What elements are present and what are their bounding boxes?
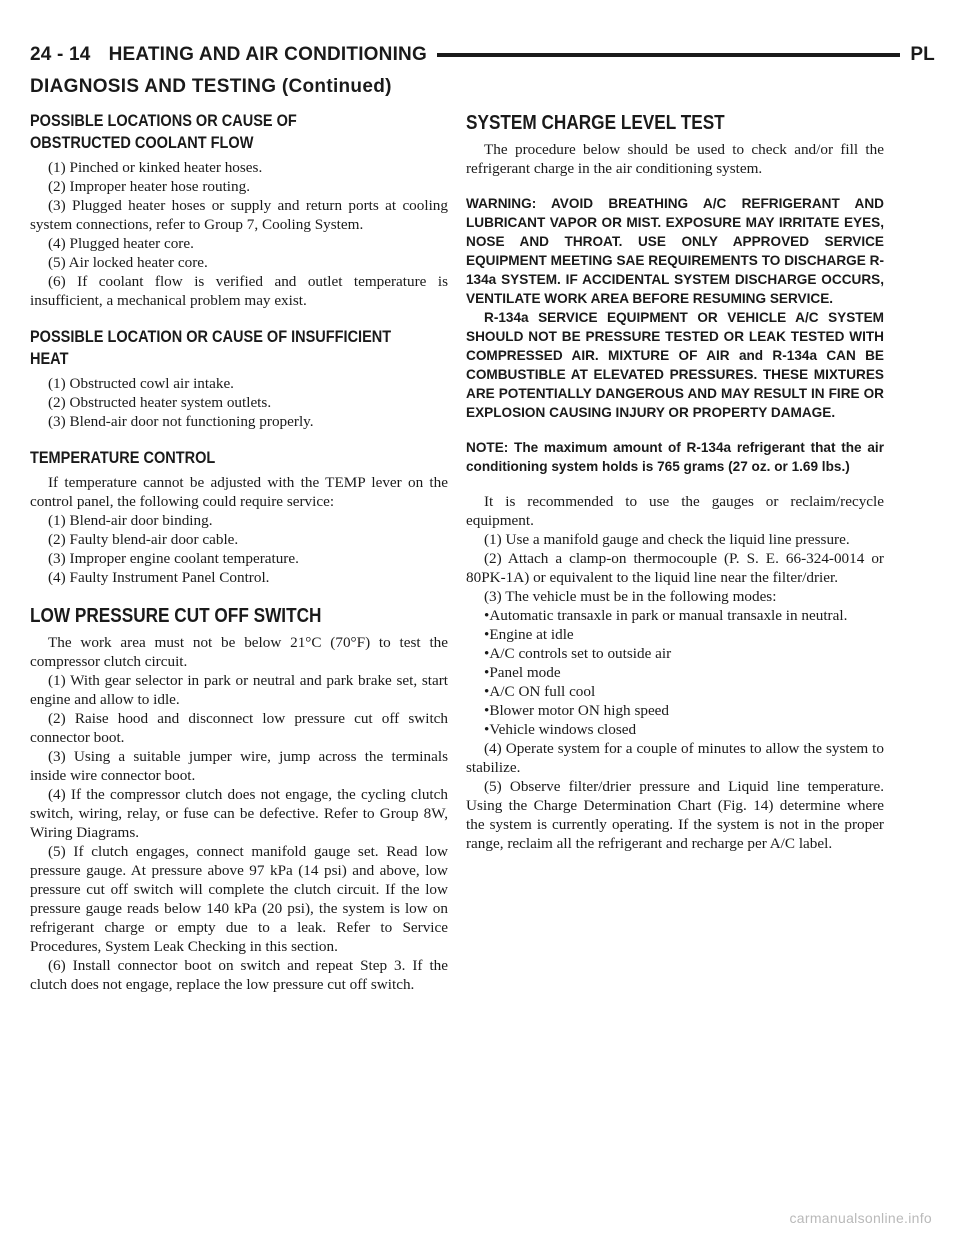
s1-title-line2: OBSTRUCTED COOLANT FLOW — [30, 134, 254, 152]
bullet-icon: • — [484, 607, 490, 624]
recommend-para: It is recommended to use the gauges or reclaim/recycle equipment. — [466, 493, 884, 529]
s3-intro: If temperature cannot be adjusted with the TEMP lever on the control panel, the following could require service: — [30, 474, 448, 510]
s1-item: (2) Improper heater hose routing. — [48, 178, 251, 195]
s1-item: (5) Air locked heater core. — [48, 254, 208, 271]
s3-item: (1) Blend-air door binding. — [48, 512, 213, 529]
bullet-icon: • — [484, 721, 490, 738]
s3-item: (3) Improper engine coolant temperature. — [48, 550, 299, 567]
bullet-item: •Automatic transaxle in park or manual transaxle in neutral. — [484, 607, 848, 624]
step-2: (2) Attach a clamp-on thermocouple (P. S. E. 66-324-0014 or 80PK-1A) or equivalent to the liquid line near the filter/drier. — [466, 550, 884, 586]
s4-para: (4) If the compressor clutch does not engage, the cycling clutch switch, wiring, relay, or fuse can be defective. Refer to Group 8W, Wiring Diagrams. — [30, 786, 448, 841]
page-header — [30, 42, 935, 68]
s4-para: (1) With gear selector in park or neutral and park brake set, start engine and allow to idle. — [30, 672, 448, 708]
bullet-icon: • — [484, 645, 490, 662]
bullet-item: •A/C controls set to outside air — [484, 645, 672, 662]
s3-item: (4) Faulty Instrument Panel Control. — [48, 569, 270, 586]
header-code: PL — [910, 44, 935, 65]
s1-item: (4) Plugged heater core. — [48, 235, 194, 252]
s2-title — [30, 326, 449, 370]
s4-title: LOW PRESSURE CUT OFF SWITCH — [30, 605, 322, 627]
s2-title-line2: HEAT — [30, 350, 69, 368]
s1-item: (1) Pinched or kinked heater hoses. — [48, 159, 263, 176]
bullet-item: •Engine at idle — [484, 626, 574, 643]
s4-para: (3) Using a suitable jumper wire, jump across the terminals inside wire connector boot. — [30, 748, 448, 784]
bullet-icon: • — [484, 702, 490, 719]
s2-title-line1: POSSIBLE LOCATION OR CAUSE OF INSUFFICIENT — [30, 328, 392, 346]
step-3: (3) The vehicle must be in the following modes: — [484, 588, 777, 605]
bullet-item: •Vehicle windows closed — [484, 721, 637, 738]
s2-item: (2) Obstructed heater system outlets. — [48, 394, 272, 411]
header-rule — [437, 53, 900, 57]
s1-title — [30, 110, 449, 154]
charge-test-title: SYSTEM CHARGE LEVEL TEST — [466, 112, 725, 134]
bullet-item: •A/C ON full cool — [484, 683, 596, 700]
s3-title: TEMPERATURE CONTROL — [30, 449, 216, 467]
warning-block: WARNING: AVOID BREATHING A/C REFRIGERANT AND LUBRICANT VAPOR OR MIST. EXPOSURE MAY IRRITATE EYES, NOSE AND THROAT. USE ONLY APPROVED SERVICE EQUIPMENT MEETING SAE REQUIREMENTS TO DISCHARGE R-134a SYSTEM. IF ACCIDENTAL SYSTEM DISCHARGE OCCURS, VENTILATE WORK AREA BEFORE RESUMING SERVICE. — [466, 196, 884, 306]
step-1: (1) Use a manifold gauge and check the liquid line pressure. — [484, 531, 850, 548]
s4-para: The work area must not be below 21°C (70°F) to test the compressor clutch circuit. — [30, 634, 448, 670]
s1-title-line1: POSSIBLE LOCATIONS OR CAUSE OF — [30, 112, 297, 130]
bullet-item: •Blower motor ON high speed — [484, 702, 670, 719]
left-column — [30, 110, 448, 994]
s2-item: (1) Obstructed cowl air intake. — [48, 375, 234, 392]
step-5: (5) Observe filter/drier pressure and Liquid line temperature. Using the Charge Determination Chart (Fig. 14) determine where the system is currently operating. If the system is not in the proper range, reclaim all the refrigerant and recharge per A/C label. — [466, 778, 884, 852]
s3-item: (2) Faulty blend-air door cable. — [48, 531, 239, 548]
section-continued-title: DIAGNOSIS AND TESTING (Continued) — [30, 76, 392, 97]
charge-test-intro: The procedure below should be used to check and/or fill the refrigerant charge in the air conditioning system. — [466, 141, 884, 177]
header-title: HEATING AND AIR CONDITIONING — [108, 44, 427, 65]
s4-para: (5) If clutch engages, connect manifold gauge set. Read low pressure gauge. At pressure above 97 kPa (14 psi) and above, low pressure cut off switch will complete the clutch circuit. If the low pressure gauge reads below 140 kPa (20 psi), the system is low on refrigerant charge or empty due to a leak. Refer to Service Procedures, System Leak Checking in this section. — [30, 843, 448, 955]
bullet-item: •Panel mode — [484, 664, 561, 681]
note-block: NOTE: The maximum amount of R-134a refrigerant that the air conditioning system holds is 765 grams (27 oz. or 1.69 lbs.) — [466, 440, 884, 474]
s4-para: (6) Install connector boot on switch and repeat Step 3. If the clutch does not engage, replace the low pressure cut off switch. — [30, 957, 448, 993]
s4-para: (2) Raise hood and disconnect low pressure cut off switch connector boot. — [30, 710, 448, 746]
bullet-icon: • — [484, 626, 490, 643]
s1-item: (6) If coolant flow is verified and outlet temperature is insufficient, a mechanical problem may exist. — [30, 273, 448, 309]
bullet-icon: • — [484, 683, 490, 700]
step-4: (4) Operate system for a couple of minutes to allow the system to stabilize. — [466, 740, 884, 776]
watermark-footer[interactable]: carmanualsonline.info — [789, 1210, 932, 1226]
page-number: 24 - 14 — [30, 44, 91, 65]
s1-item: (3) Plugged heater hoses or supply and return ports at cooling system connections, refer to Group 7, Cooling System. — [30, 197, 448, 233]
s2-item: (3) Blend-air door not functioning properly. — [48, 413, 314, 430]
warning-block-2: R-134a SERVICE EQUIPMENT OR VEHICLE A/C SYSTEM SHOULD NOT BE PRESSURE TESTED OR LEAK TESTED WITH COMPRESSED AIR. MIXTURE OF AIR and R-134a CAN BE COMBUSTIBLE AT ELEVATED PRESSURES. THESE MIXTURES ARE POTENTIALLY DANGEROUS AND MAY RESULT IN FIRE OR EXPLOSION CAUSING INJURY OR PROPERTY DAMAGE. — [466, 310, 884, 420]
right-column — [466, 110, 884, 853]
bullet-icon: • — [484, 664, 490, 681]
